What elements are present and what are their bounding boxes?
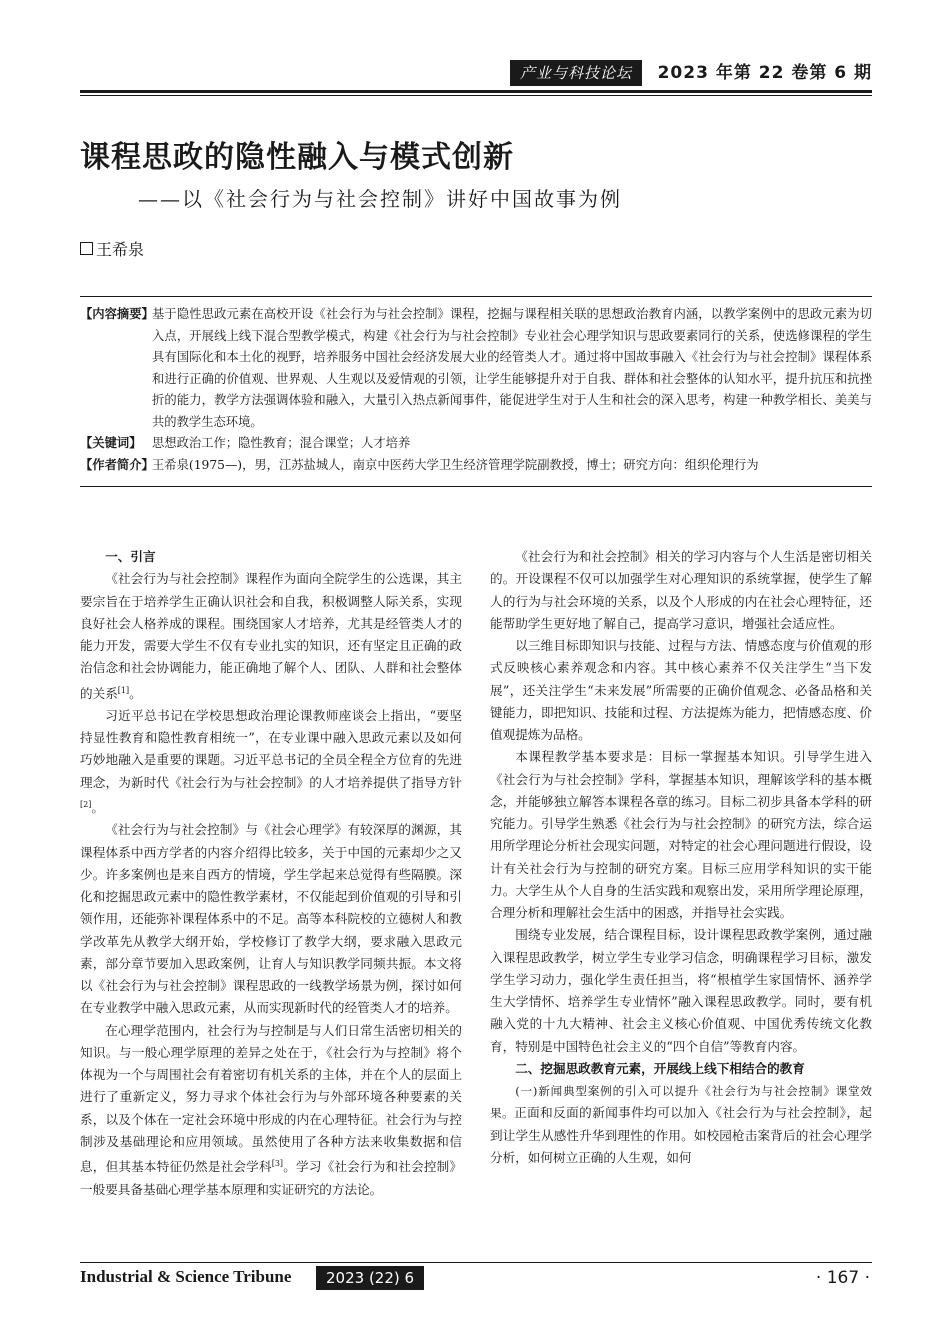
author-bio-text: 王希泉(1975—)，男，江苏盐城人，南京中医药大学卫生经济管理学院副教授，博士；研究方向：组织伦理行为: [152, 457, 759, 472]
issue-info: 2023 年第 22 卷第 6 期: [657, 63, 872, 83]
paragraph: 本课程教学基本要求是：目标一掌握基本知识。引导学生进入《社会行为与社会控制》学科，掌握基本知识，理解该学科的基本概念，并能够独立解答本课程各章的练习。目标二初步具备本学科的研究能力。引导学生熟悉《社会行为与社会控制》的研究方法，综合运用所学理论分析社会现实问题，对特定的社会心理问题进行假设，设计有关社会行为与控制的研究方案。目标三应用学科知识的实干能力。大学生从个人自身的生活实践和观察出发，采用所学理论原理，合理分析和理解社会生活中的困惑，并指导社会实践。: [490, 749, 872, 920]
paragraph: [80, 705, 462, 819]
author-line: [80, 237, 144, 260]
author-bio-label: 【作者简介】: [80, 457, 154, 472]
footer-rule: [80, 1262, 872, 1263]
body-column-right: [490, 546, 872, 1169]
running-header: [80, 58, 872, 88]
keywords-label: 【关键词】: [80, 436, 142, 450]
abstract-text: 基于隐性思政元素在高校开设《社会行为与社会控制》课程，挖掘与课程相关联的思想政治教育内涵，以教学案例中的思政元素为切入点，开展线上线下混合型教学模式，构建《社会行为与社会控制》专业社会心理学知识与思政要素同行的关系，使选修课程的学生具有国际化和本土化的视野，培养服务中国社会经济发展大业的经管类人才。通过将中国故事融入《社会行为与社会控制》课程体系和进行正确的价值观、世界观、人生观以及爱情观的引领，让学生能够提升对于自我、群体和社会整体的认知水平，提升抗压和抗挫折的能力，教学方法强调体验和融入，大量引入热点新闻事件，能促进学生对于人生和社会的深入思考，构建一种教学相长、美美与共的教学生态环境。: [152, 307, 872, 429]
paragraph-text: 《社会行为与社会控制》课程作为面向全院学生的公选课，其主要宗旨在于培养学生正确认识社会和自我，积极调整人际关系，实现良好社会人格养成的课程。围绕国家人才培养，尤其是经管类人才的能力开发，需要大学生不仅有专业扎实的知识，还有坚定且正确的政治信念和社会协调能力，能正确地了解个人、团队、人群和社会整体的关系: [80, 571, 462, 701]
paragraph: 以三维目标即知识与技能、过程与方法、情感态度与价值观的形式反映核心素养观念和内容。其中核心素养不仅关注学生“当下发展”，还关注学生“未来发展”所需要的正确价值观念、必备品格和关键能力，即把知识、技能和过程、方法提炼为能力，把情感态度、价值观提炼为品格。: [490, 638, 872, 742]
abstract-row: [80, 304, 872, 433]
article-subtitle: ——以《社会行为与社会控制》讲好中国故事为例: [138, 187, 622, 211]
paragraph: 《社会行为和社会控制》相关的学习内容与个人生活是密切相关的。开设课程不仅可以加强学生对心理知识的系统掌握，使学生了解人的行为与社会环境的关系，以及个人形成的内在社会心理特征，还能帮助学生更好地了解自己，提高学习意识，增强社会适应性。: [490, 549, 872, 631]
paragraph: [490, 1080, 872, 1169]
citation-ref: [1]: [117, 685, 130, 695]
paragraph: [80, 568, 462, 705]
journal-name-en: Industrial & Science Tribune: [80, 1267, 292, 1286]
paragraph: 《社会行为与社会控制》与《社会心理学》有较深厚的渊源，其课程体系中西方学者的内容介绍得比较多，关于中国的元素却少之又少。许多案例也是来自西方的情境，学生学起来总觉得有些隔膜。深化和挖掘思政元素中的隐性教学素材，不仅能起到价值观的引导和引领作用，还能弥补课程体系中的不足。高等本科院校的立德树人和教学改革先从教学大纲开始，学校修订了教学大纲，要求融入思政元素，部分章节要加入思政案例，让育人与知识教学同频共振。本文将以《社会行为与社会控制》课程思政的一线教学场景为例，探讨如何在专业教学中融入思政元素，从而实现新时代的经管类人才的培养。: [80, 822, 462, 1016]
subsection-heading: (一)新闻典型案例的引入可以提升《社会行为与社会控制》课堂效果。: [490, 1084, 872, 1121]
paragraph-end: 。: [91, 800, 104, 816]
citation-ref: [2]: [80, 799, 92, 809]
author-bio-row: [80, 455, 872, 477]
section-heading-intro: 一、引言: [105, 549, 156, 564]
paragraph-end: 。学习《社会行为和社会控制》一般要具备基础心理学基本原理和实证研究的方法论。: [80, 1159, 462, 1197]
paragraph: [80, 1020, 462, 1201]
body-column-left: [80, 546, 462, 1201]
journal-badge: 产业与科技论坛: [510, 60, 642, 86]
page-number: · 167 ·: [815, 1268, 870, 1288]
abstract-label: 【内容摘要】: [80, 307, 154, 321]
paragraph-text: 正面和反面的新闻事件均可以加入《社会行为与社会控制》，起到让学生从感性升华到理性的作用。如校园枪击案背后的社会心理学分析，如何树立正确的人生观，如何: [490, 1105, 872, 1165]
abstract-block: [80, 304, 872, 476]
footer-issue-badge: 2023 (22) 6: [316, 1266, 424, 1290]
paragraph-text: 习近平总书记在学校思想政治理论课教师座谈会上指出，“要坚持显性教育和隐性教育相统一”，在专业课中融入思政元素以及如何巧妙地融入是重要的课题。习近平总书记的全员全程全方位育的先进理念，为新时代《社会行为与社会控制》的人才培养提供了指导方针: [80, 707, 462, 790]
citation-ref: [3]: [271, 1159, 284, 1169]
header-rule-thin: [80, 95, 872, 96]
header-rule: [80, 90, 872, 93]
paragraph: 围绕专业发展，结合课程目标，设计课程思政教学案例，通过融入课程思政教学，树立学生专业学习信念，明确课程学习目标，激发学生学习动力，强化学生责任担当，将“根植学生家国情怀、涵养学生大学情怀、培养学生专业情怀”融入课程思政教学。同时，要有机融入党的十九大精神、社会主义核心价值观、中国优秀传统文化教育，特别是中国特色社会主义的“四个自信”等教育内容。: [490, 927, 872, 1054]
abstract-rule-top: [80, 296, 872, 297]
abstract-rule-bottom: [80, 486, 872, 487]
author-box-icon: [80, 242, 93, 255]
keywords-text: 思想政治工作；隐性教育；混合课堂；人才培养: [152, 436, 411, 450]
paragraph-end: 。: [129, 685, 142, 701]
keywords-row: [80, 433, 872, 455]
article-title: 课程思政的隐性融入与模式创新: [80, 140, 514, 175]
author-name: 王希泉: [96, 240, 145, 259]
paragraph-text: 在心理学范围内，社会行为与控制是与人们日常生活密切相关的知识。与一般心理学原理的差异之处在于，《社会行为与控制》将个体视为一个与周围社会有着密切有机关系的主体，并在个人的层面上进行了重新定义，努力寻求个体社会行为与外部环境各种要素的关系，以及个体在一定社会环境中形成的内在心理特征。社会行为与控制涉及基础理论和应用领域。虽然使用了各种方法来收集数据和信息，但其基本特征仍然是社会学科: [80, 1022, 462, 1175]
section-heading-2: 二、挖掘思政教育元素，开展线上线下相结合的教育: [515, 1060, 805, 1076]
